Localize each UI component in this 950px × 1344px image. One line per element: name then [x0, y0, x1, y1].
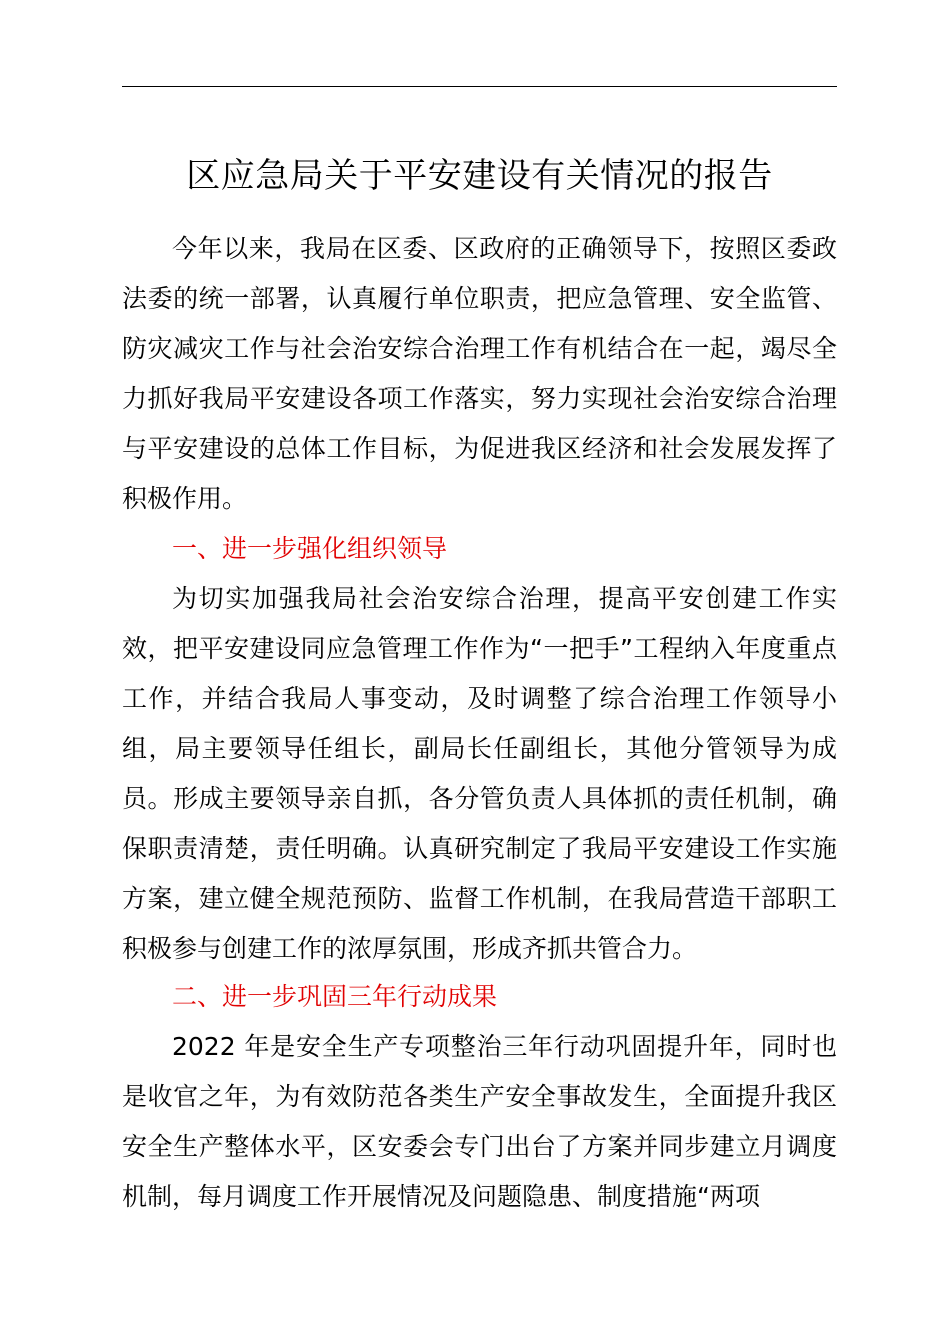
header-rule [122, 86, 837, 87]
section-body-2: 2022 年是安全生产专项整治三年行动巩固提升年，同时也是收官之年，为有效防范各类生产安全事故发生，全面提升我区安全生产整体水平，区安委会专门出台了方案并同步建立月调度机制，每月调度工作开展情况及问题隐患、制度措施“两项 [122, 1032, 837, 1211]
section-heading-2: 二、进一步巩固三年行动成果 [172, 982, 498, 1011]
document-title: 区应急局关于平安建设有关情况的报告 [186, 156, 773, 196]
section-body-1: 为切实加强我局社会治安综合治理，提高平安创建工作实效，把平安建设同应急管理工作作为“一把手”工程纳入年度重点工作，并结合我局人事变动，及时调整了综合治理工作领导小组，局主要领导任组长，副局长任副组长，其他分管领导为成员。形成主要领导亲自抓，各分管负责人具体抓的责任机制，确保职责清楚，责任明确。认真研究制定了我局平安建设工作实施方案，建立健全规范预防、监督工作机制，在我局营造干部职工积极参与创建工作的浓厚氛围，形成齐抓共管合力。 [122, 584, 837, 963]
intro-paragraph: 今年以来，我局在区委、区政府的正确领导下，按照区委政法委的统一部署，认真履行单位职责，把应急管理、安全监管、防灾减灾工作与社会治安综合治理工作有机结合在一起，竭尽全力抓好我局平安建设各项工作落实，努力实现社会治安综合治理与平安建设的总体工作目标，为促进我区经济和社会发展发挥了积极作用。 [122, 234, 837, 513]
section-heading-1: 一、进一步强化组织领导 [172, 534, 448, 563]
